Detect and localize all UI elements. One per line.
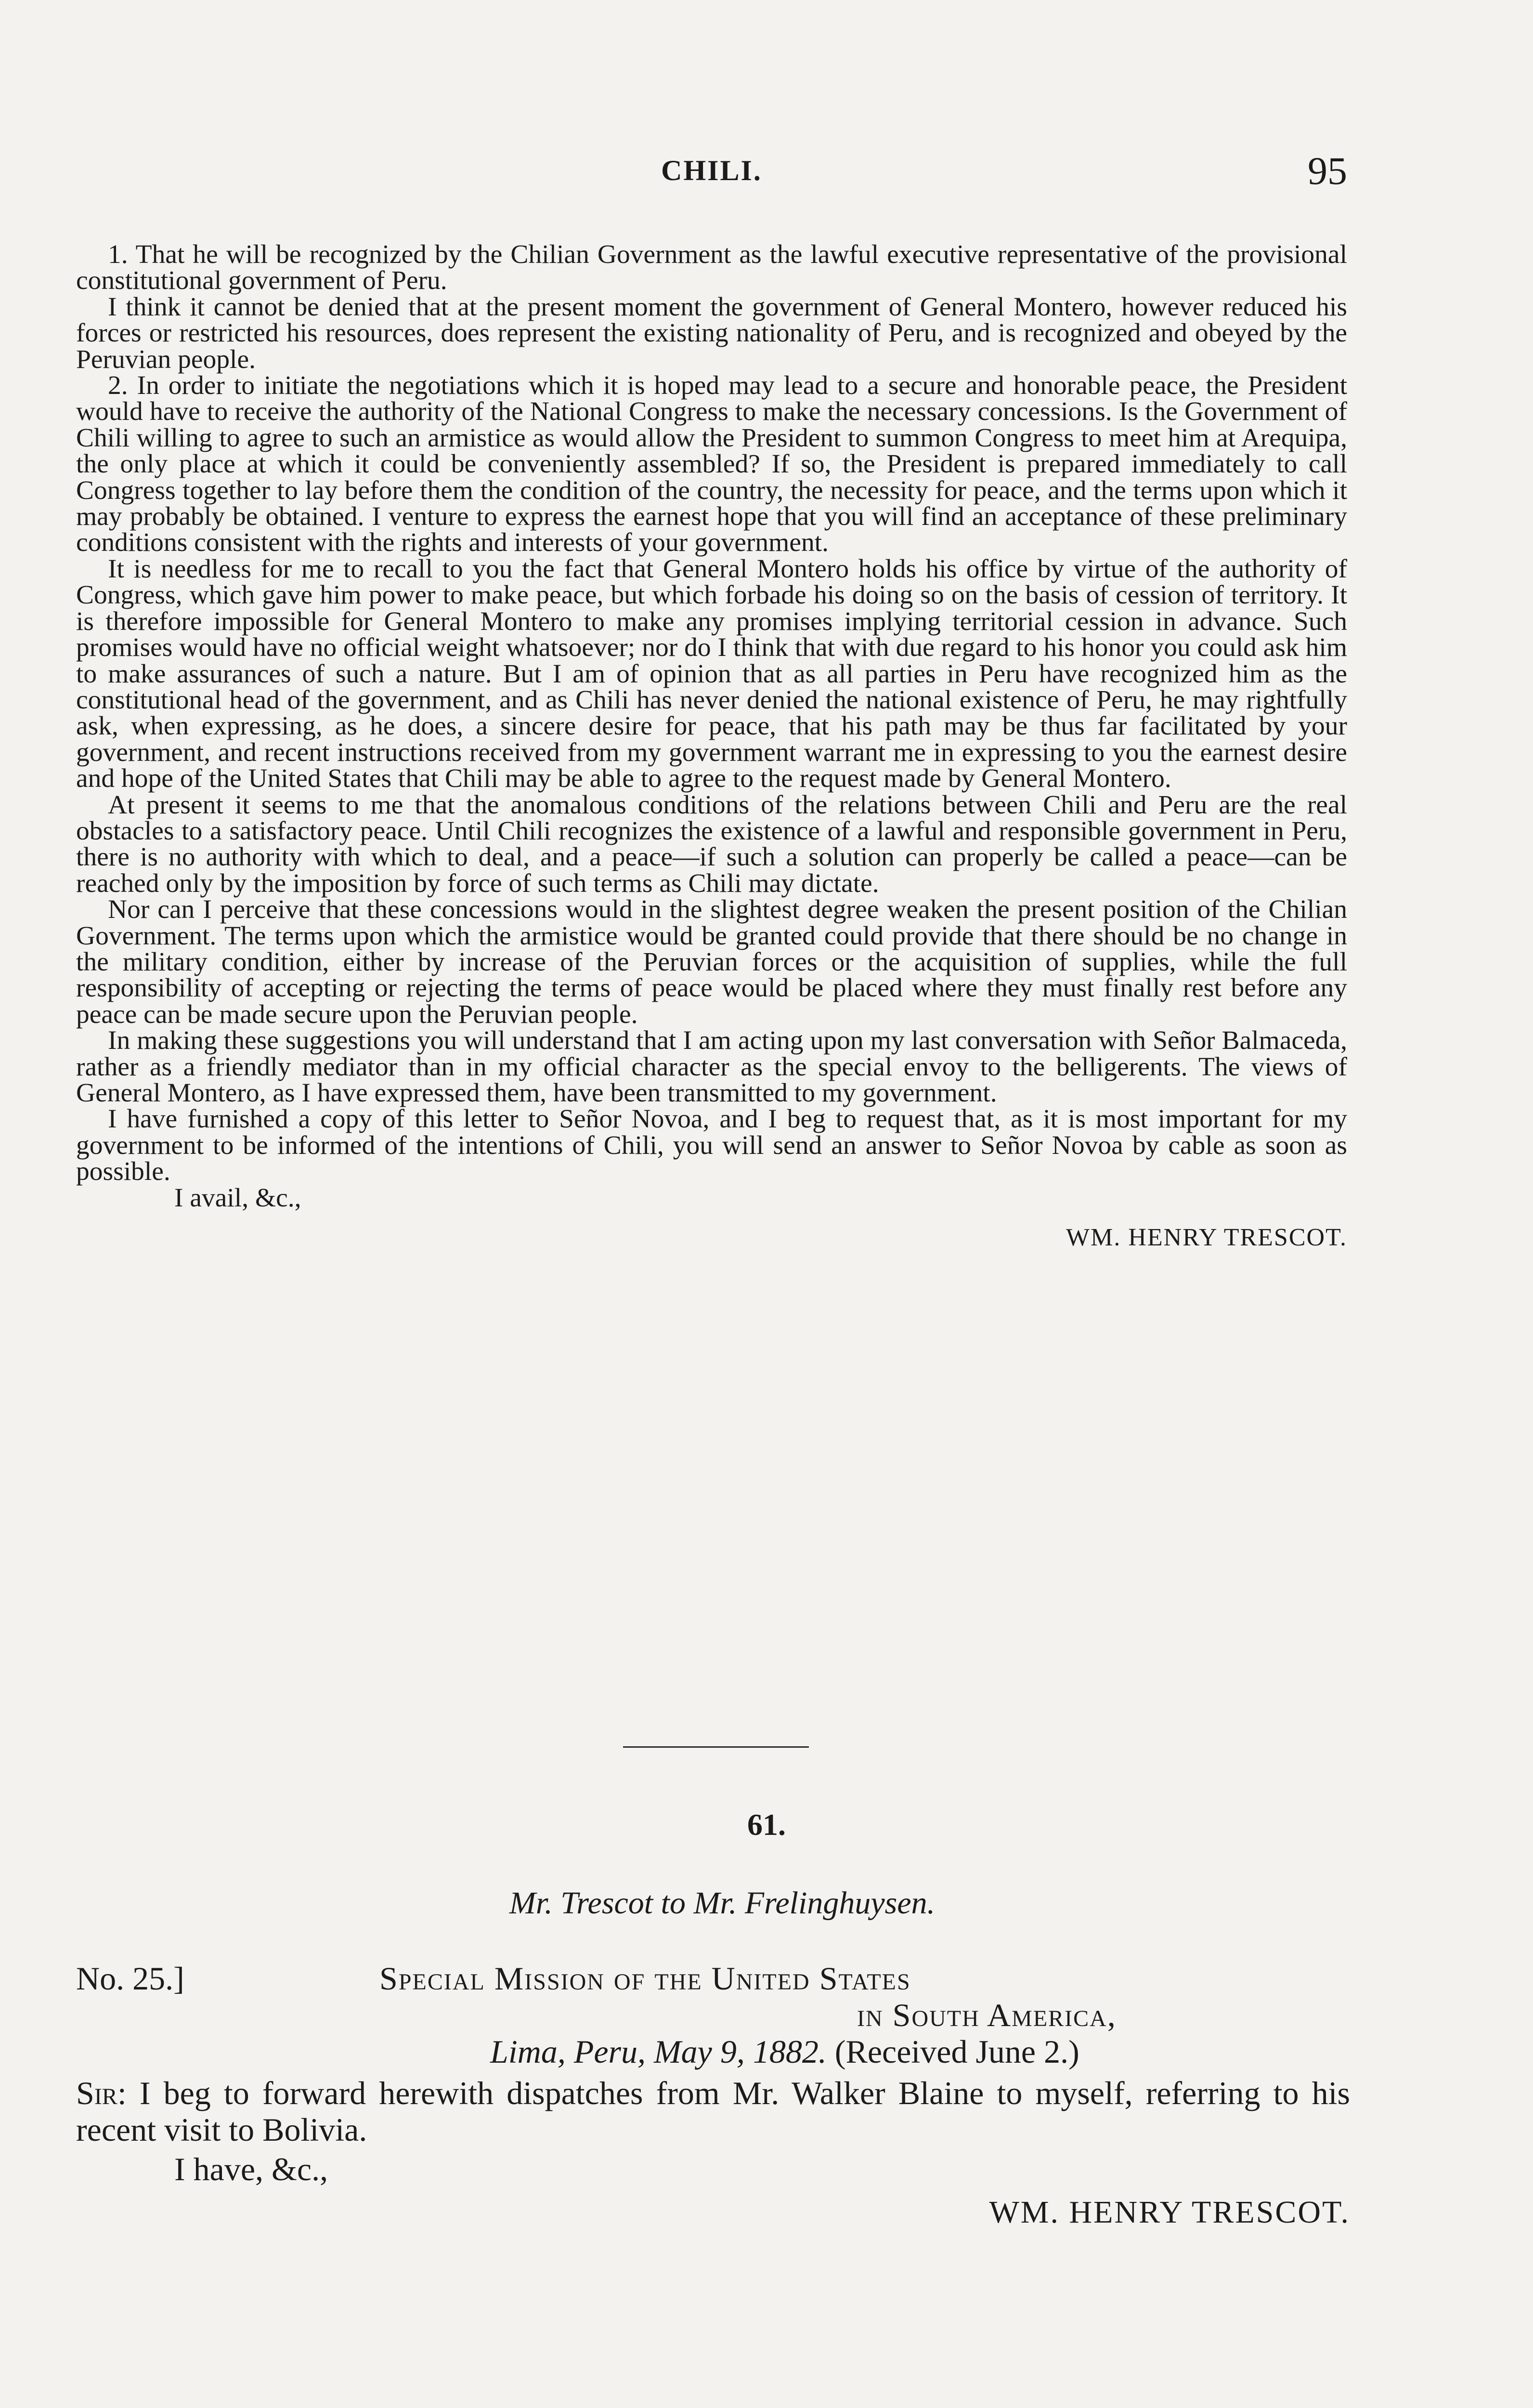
dispatch-number: No. 25.]: [76, 1960, 184, 1997]
paragraph-1: 1. That he will be recognized by the Chilian Government as the lawful executive representative of the provisional constitutional government of Peru.: [76, 240, 1347, 296]
section-divider: [623, 1746, 809, 1748]
paragraph-2: I think it cannot be denied that at the present moment the government of General Montero, however reduced his forces or restricted his resources, does represent the existing nationality of Peru, and is recognized and obeyed by the Peruvian people.: [76, 292, 1347, 374]
salutation: Sir:: [76, 2075, 127, 2111]
closing-line: [76, 1185, 1347, 1211]
page-number: 95: [1308, 149, 1347, 193]
dispatch-closing: I have, &c.,: [174, 2151, 328, 2187]
dispatch-date: May 9, 1882.: [654, 2033, 827, 2070]
paragraph-5: At present it seems to me that the anomalous conditions of the relations between Chili and Peru are the real obstacles to a satisfactory peace. Until Chili recognizes the existence of a lawful and responsible government in Peru, there is no authority with which to deal, and a peace—if such a solution can properly be called a peace—can be reached only by the imposition by force of such terms as Chili may dictate.: [76, 790, 1347, 898]
paragraph-6: Nor can I perceive that these concessions would in the slightest degree weaken the present position of the Chilian Government. The terms upon which the armistice would be granted could provide that there should be no change in the military condition, either by increase of the Peruvian forces or the acquisition of supplies, while the full responsibility of accepting or rejecting the terms of peace would be placed where they must finally rest before any peace can be made secure upon the Peruvian people.: [76, 895, 1347, 1029]
running-head: CHILI.: [661, 155, 762, 186]
paragraph-8: I have furnished a copy of this letter to Señor Novoa, and I beg to request that, as it is most important for my government to be informed of the intentions of Chili, you will send an answer to Señor Novoa by cable as soon as possible.: [76, 1104, 1347, 1187]
dispatch-body: I beg to forward herewith dispatches from Mr. Walker Blaine to myself, referring to his recent visit to Bolivia.: [76, 2075, 1350, 2148]
document-title: Mr. Trescot to Mr. Frelinghuysen.: [509, 1885, 935, 1921]
page-header: [76, 149, 1347, 202]
mission-line-2: in South America,: [857, 1997, 1117, 2033]
mission-line-1: Special Mission of the United States: [379, 1960, 911, 1997]
dispatch-heading-line-1: [76, 1960, 1350, 1997]
paragraph-4: It is needless for me to recall to you the fact that General Montero holds his office by virtue of the authority of Congress, which gave him power to make peace, but which forbade his doing so on the basis of cession of territory. It is therefore impossible for General Montero to make any promises implying territorial cession in advance. Such promises would have no official weight whatsoever; nor do I think that with due regard to his honor you could ask him to make assurances of such a nature. But I am of opinion that as all parties in Peru have recognized him as the constitutional head of the government, and as Chili has never denied the national existence of Peru, he may rightfully ask, when expressing, as he does, a sincere desire for peace, that his path may be thus far facilitated by your government, and recent instructions received from my government warrant me in expressing to you the earnest desire and hope of the United States that Chili may be able to agree to the request made by General Montero.: [76, 554, 1347, 794]
closing-text: I avail, &c.,: [174, 1183, 301, 1213]
dispatch-place: Lima, Peru,: [490, 2033, 646, 2070]
dispatch-heading-line-2: [76, 1997, 1350, 2033]
dateline: [76, 2033, 1350, 2070]
signature-2: WM. HENRY TRESCOT.: [989, 2195, 1350, 2230]
letter-body: [76, 242, 1347, 1251]
document-number: 61.: [747, 1807, 786, 1842]
paragraph-3: 2. In order to initiate the negotiations which it is hoped may lead to a secure and honorable peace, the President would have to receive the authority of the National Congress to make the necessary concessions. Is the Government of Chili willing to agree to such an armistice as would allow the President to summon Congress to meet him at Arequipa, the only place at which it could be conveniently assembled? If so, the President is prepared immediately to call Congress together to lay before them the condition of the country, the necessity for peace, and the terms upon which it may probably be obtained. I venture to express the earnest hope that you will find an acceptance of these preliminary conditions consistent with the rights and interests of your government.: [76, 371, 1347, 558]
received-date: (Received June 2.): [834, 2033, 1079, 2070]
dispatch-text: [76, 2075, 1350, 2148]
paragraph-7: In making these suggestions you will understand that I am acting upon my last conversation with Señor Balmaceda, rather as a friendly mediator than in my official character as the special envoy to the belligerents. The views of General Montero, as I have expressed them, have been transmitted to my government.: [76, 1026, 1347, 1108]
signature-1: WM. HENRY TRESCOT.: [1066, 1224, 1347, 1252]
dispatch-letter: [76, 1960, 1350, 2231]
